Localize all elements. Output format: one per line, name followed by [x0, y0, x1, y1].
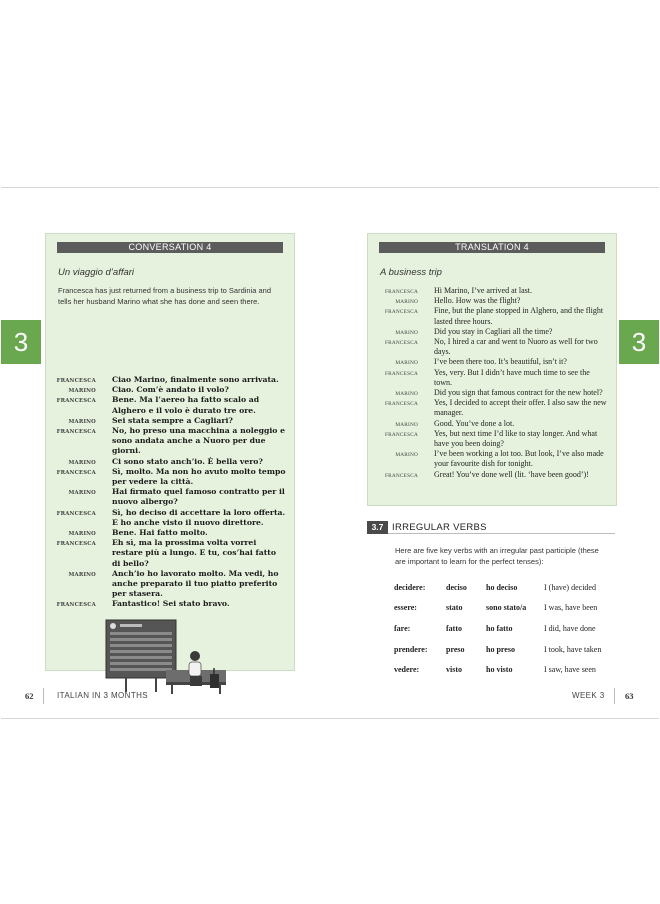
speaker-label: MARINO — [68, 459, 96, 466]
verb-infinitive: fare: — [394, 623, 411, 633]
speaker-label: MARINO — [395, 452, 418, 459]
translation-subtitle: A business trip — [380, 267, 442, 278]
conversation-panel — [45, 233, 295, 671]
dialogue-line — [368, 429, 616, 449]
verb-perfect: sono stato/a — [486, 603, 527, 613]
speaker-label: FRANCESCA — [384, 401, 418, 408]
dialogue-line — [368, 388, 616, 398]
dialogue-line — [368, 296, 616, 306]
table-row — [394, 639, 614, 660]
dialogue-line — [368, 357, 616, 367]
dialogue-line — [368, 327, 616, 337]
line-text: No, I hired a car and went to Nuoro as well for two days. — [434, 337, 598, 357]
verb-participle: stato — [446, 603, 463, 613]
speaker-label: FRANCESCA — [384, 340, 418, 347]
departure-board-icon — [106, 620, 176, 692]
section-divider — [388, 533, 615, 534]
dialogue-line — [46, 375, 294, 385]
dialogue-line — [46, 385, 294, 395]
line-text: Yes, very. But I didn’t have much time to see the town. — [434, 367, 590, 387]
verb-participle: visto — [446, 665, 462, 675]
verb-infinitive: decidere: — [394, 582, 426, 592]
speaker-label: MARINO — [68, 531, 96, 538]
verb-participle: fatto — [446, 623, 462, 633]
dialogue-line — [368, 368, 616, 388]
line-text: Did you stay in Cagliari all the time? — [434, 326, 553, 336]
dialogue-line — [46, 487, 294, 507]
dialogue-line — [368, 306, 616, 326]
line-text: Bene. Ma l’aereo ha fatto scalo ad Alghero e il volo è durato tre ore. — [112, 395, 260, 415]
line-text: Sì, ho deciso di accettare la loro offerta. E ho anche visto il nuovo direttore. — [112, 507, 286, 527]
dialogue-line — [46, 569, 294, 600]
footer-divider-left — [43, 688, 44, 704]
section-tab-left: 3 — [1, 320, 41, 364]
line-text: Sì, molto. Ma non ho avuto molto tempo per vedere la città. — [112, 466, 286, 487]
verb-infinitive: vedere: — [394, 665, 420, 675]
conversation-intro: Francesca has just returned from a business trip to Sardinia and tells her husband Marino what she has done and seen there. — [58, 286, 272, 306]
verb-meaning: I (have) decided — [544, 582, 596, 592]
section-title: IRREGULAR VERBS — [392, 522, 487, 533]
dialogue-line — [46, 395, 294, 415]
speaker-label: FRANCESCA — [384, 370, 418, 377]
verb-meaning: I did, have done — [544, 623, 596, 633]
speaker-label: MARINO — [395, 421, 418, 428]
speaker-label: FRANCESCA — [56, 510, 96, 517]
line-text: Ci sono stato anch’io. È bella vero? — [112, 456, 263, 466]
dialogue-line — [368, 470, 616, 480]
speaker-label: FRANCESCA — [384, 289, 418, 295]
dialogue-line — [368, 449, 616, 469]
line-text: I’ve been there too. It’s beautiful, isn’t it? — [434, 357, 567, 367]
line-text: Fantastico! Sei stato bravo. — [112, 599, 230, 609]
line-text: Hello. How was the flight? — [434, 296, 521, 306]
dialogue-line — [46, 467, 294, 487]
speaker-label: MARINO — [395, 329, 418, 336]
book-spread — [1, 187, 659, 719]
dialogue-line — [46, 426, 294, 457]
verb-meaning: I saw, have seen — [544, 665, 596, 675]
line-text: Ciao. Com’è andato il volo? — [112, 385, 229, 395]
line-text: Eh sì, ma la prossima volta vorrei restare più a lungo. E tu, cos’hai fatto di bello? — [112, 538, 276, 568]
line-text: I’ve been working a lot too. But look, I’ve also made your favourite dish for tonight. — [434, 449, 604, 469]
speaker-label: FRANCESCA — [56, 541, 96, 548]
section-header — [367, 521, 615, 534]
line-text: Hai firmato quel famoso contratto per il nuovo albergo? — [112, 487, 285, 507]
line-text: Sei stata sempre a Cagliari? — [112, 415, 233, 425]
line-text: Bene. Hai fatto molto. — [112, 528, 208, 538]
speaker-label: FRANCESCA — [384, 431, 418, 438]
line-text: Anch’io ho lavorato molto. Ma vedi, ho anche preparato il tuo piatto preferito per stasera. — [112, 568, 279, 599]
speaker-label: FRANCESCA — [56, 429, 96, 436]
line-text: Hi Marino, I’ve arrived at last. — [434, 286, 532, 295]
dialogue-line — [46, 538, 294, 569]
table-row — [394, 659, 614, 680]
speaker-label: MARINO — [68, 388, 96, 395]
table-row — [394, 618, 614, 639]
dialogue-line — [46, 457, 294, 467]
section-number: 3.7 — [367, 521, 388, 534]
speaker-label: MARINO — [395, 391, 418, 398]
table-row — [394, 598, 614, 619]
dialogue-line — [46, 528, 294, 538]
verb-perfect: ho deciso — [486, 582, 518, 592]
page-number-right: 63 — [625, 691, 634, 701]
dialogue-line — [46, 508, 294, 528]
airport-illustration — [96, 616, 236, 696]
speaker-label: FRANCESCA — [56, 602, 96, 609]
line-text: Did you sign that famous contract for the new hotel? — [434, 388, 603, 398]
dialogue-line — [46, 599, 294, 609]
section-tab-right: 3 — [619, 320, 659, 364]
verb-participle: preso — [446, 644, 465, 654]
verb-perfect: ho preso — [486, 644, 515, 654]
dialogue-line — [368, 398, 616, 418]
footer-divider-right — [614, 688, 615, 704]
speaker-label: FRANCESCA — [384, 472, 418, 479]
line-text: Good. You’ve done a lot. — [434, 418, 515, 428]
speaker-label: MARINO — [68, 418, 96, 425]
speaker-label: MARINO — [68, 490, 96, 497]
conversation-dialogue — [46, 375, 294, 610]
speaker-label: FRANCESCA — [56, 469, 96, 476]
verb-perfect: ho fatto — [486, 623, 513, 633]
dialogue-line — [368, 286, 616, 296]
line-text: Yes, but next time I’d like to stay longer. And what have you been doing? — [434, 428, 598, 449]
verbs-table — [394, 577, 614, 680]
line-text: Great! You’ve done well (lit. ‘have been good’)! — [434, 469, 589, 479]
verb-infinitive: essere: — [394, 603, 417, 613]
verb-perfect: ho visto — [486, 665, 513, 675]
translation-panel — [367, 233, 617, 506]
translation-dialogue — [368, 286, 616, 480]
footer-title-right: WEEK 3 — [572, 691, 605, 700]
verb-meaning: I took, have taken — [544, 644, 602, 654]
line-text: No, ho preso una macchina a noleggio e sono andata anche a Nuoro per due giorni. — [112, 426, 285, 456]
conversation-subtitle: Un viaggio d’affari — [58, 267, 135, 278]
line-text: Ciao Marino, finalmente sono arrivata. — [112, 375, 279, 384]
dialogue-line — [368, 419, 616, 429]
speaker-label: FRANCESCA — [56, 398, 96, 405]
dialogue-line — [46, 416, 294, 426]
speaker-label: MARINO — [395, 299, 418, 306]
dialogue-line — [368, 337, 616, 357]
irregular-verbs-section — [367, 521, 615, 681]
speaker-label: FRANCESCA — [56, 378, 96, 384]
line-text: Yes, I decided to accept their offer. I also saw the new manager. — [434, 398, 607, 418]
verb-meaning: I was, have been — [544, 603, 598, 613]
table-row — [394, 577, 614, 598]
section-intro: Here are five key verbs with an irregular past participle (these are important to learn for the perfect tenses): — [395, 546, 599, 566]
speaker-label: FRANCESCA — [384, 309, 418, 316]
translation-title: TRANSLATION 4 — [379, 242, 605, 253]
verb-infinitive: prendere: — [394, 644, 428, 654]
page-number-left: 62 — [25, 691, 34, 701]
speaker-label: MARINO — [68, 571, 96, 578]
line-text: Fine, but the plane stopped in Alghero, and the flight lasted three hours. — [434, 306, 604, 326]
verb-participle: deciso — [446, 582, 467, 592]
footer-title-left: ITALIAN IN 3 MONTHS — [57, 691, 149, 700]
conversation-title: CONVERSATION 4 — [57, 242, 283, 253]
speaker-label: MARINO — [395, 360, 418, 367]
